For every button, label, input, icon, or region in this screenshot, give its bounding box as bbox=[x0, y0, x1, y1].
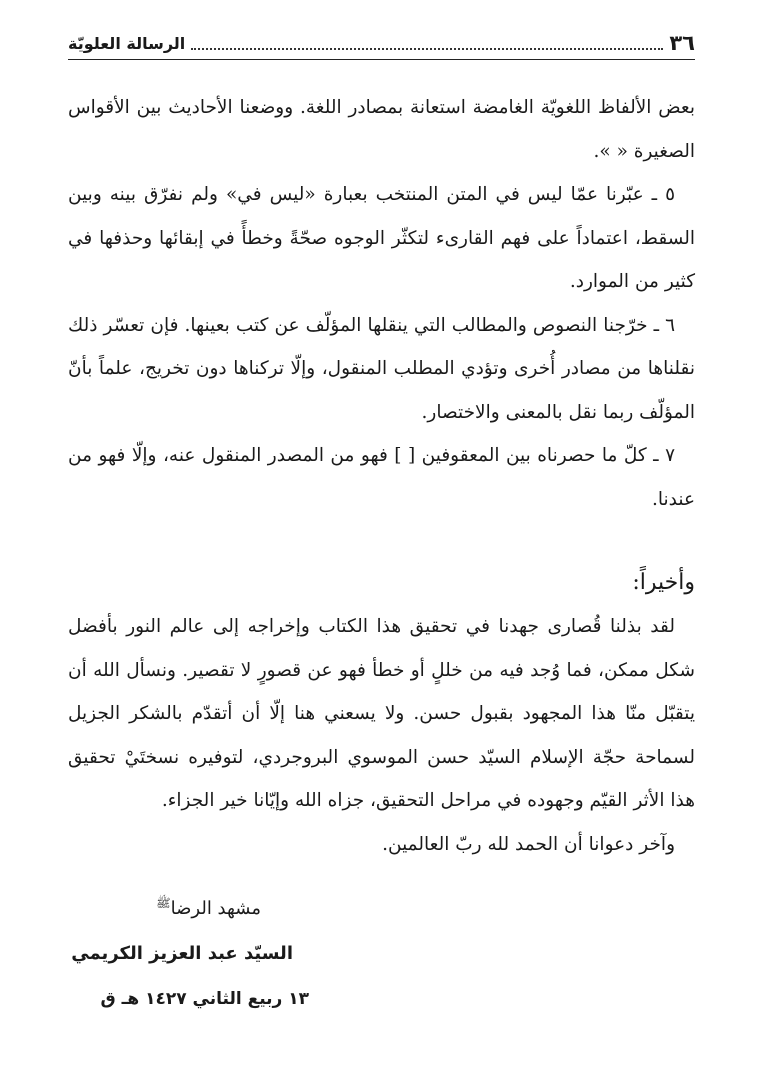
closing-paragraph: لقد بذلنا قُصارى جهدنا في تحقيق هذا الكتاب وإخراجه إلى عالم النور بأفضل شكل ممكن، فما وُجد فيه من خللٍ أو خطأ فهو عن قصورٍ لا تقصير. ونسأل الله أن يتقبّل منّا هذا المجهود بقبول حسن. ولا يسعني هنا إلّا أن أتقدّم بالشكر الجزيل لسماحة حجّة الإسلام السيّد حسن الموسوي البروجردي، لتوفيره نسختَيْ تحقيق هذا الأثر القيّم وجهوده في مراحل التحقيق، جزاه الله وإيّانا خير الجزاء. bbox=[68, 616, 695, 811]
closing-prayer: وآخر دعوانا أن الحمد لله ربّ العالمين. bbox=[382, 833, 675, 855]
header-rule bbox=[68, 59, 695, 60]
signature-block bbox=[53, 888, 309, 1014]
signature-name: السيّد عبد العزيز الكريمي bbox=[71, 943, 293, 964]
dotted-leader bbox=[191, 36, 663, 50]
paragraph-item-6: ٦ ـ خرّجنا النصوص والمطالب التي ينقلها المؤلّف عن كتب بعينها. فإن تعسّر ذلك نقلناها من مصادر أُخرى وتؤدي المطلب المنقول، وإلّا تركناها دون تخريج، علماً بأنّ المؤلّف ربما نقل بالمعنى والاختصار. bbox=[68, 314, 695, 423]
page-number: ٣٦ bbox=[669, 31, 695, 55]
paragraph-item-7: ٧ ـ كلّ ما حصرناه بين المعقوفين [ ] فهو من المصدر المنقول عنه، وإلّا فهو من عندنا. bbox=[68, 445, 695, 510]
signature-date: ١٣ ربيع الثاني ١٤٢٧ هـ ق bbox=[100, 989, 309, 1009]
paragraph-item-5: ٥ ـ عبّرنا عمّا ليس في المتن المنتخب بعبارة «ليس في» ولم نفرّق بينه وبين السقط، اعتماداً على فهم القارىء لتكثّر الوجوه صحّةً وخطأً في إبقائها وحذفها في كثير من الموارد. bbox=[68, 184, 695, 292]
running-title: الرسالة العلويّة bbox=[68, 33, 186, 53]
signature-place-text: مشهد الرضا bbox=[170, 898, 261, 919]
signature-place bbox=[53, 888, 261, 924]
body-text bbox=[68, 86, 695, 866]
closing-heading: وأخيراً: bbox=[632, 570, 695, 595]
paragraph-intro-continuation: بعض الألفاظ اللغويّة الغامضة استعانة بمصادر اللغة. ووضعنا الأحاديث بين الأقواس الصغيرة « ». bbox=[68, 97, 695, 162]
honorific-symbol: ﷺ bbox=[156, 896, 171, 910]
section-gap bbox=[68, 521, 695, 561]
page-header bbox=[68, 30, 695, 56]
